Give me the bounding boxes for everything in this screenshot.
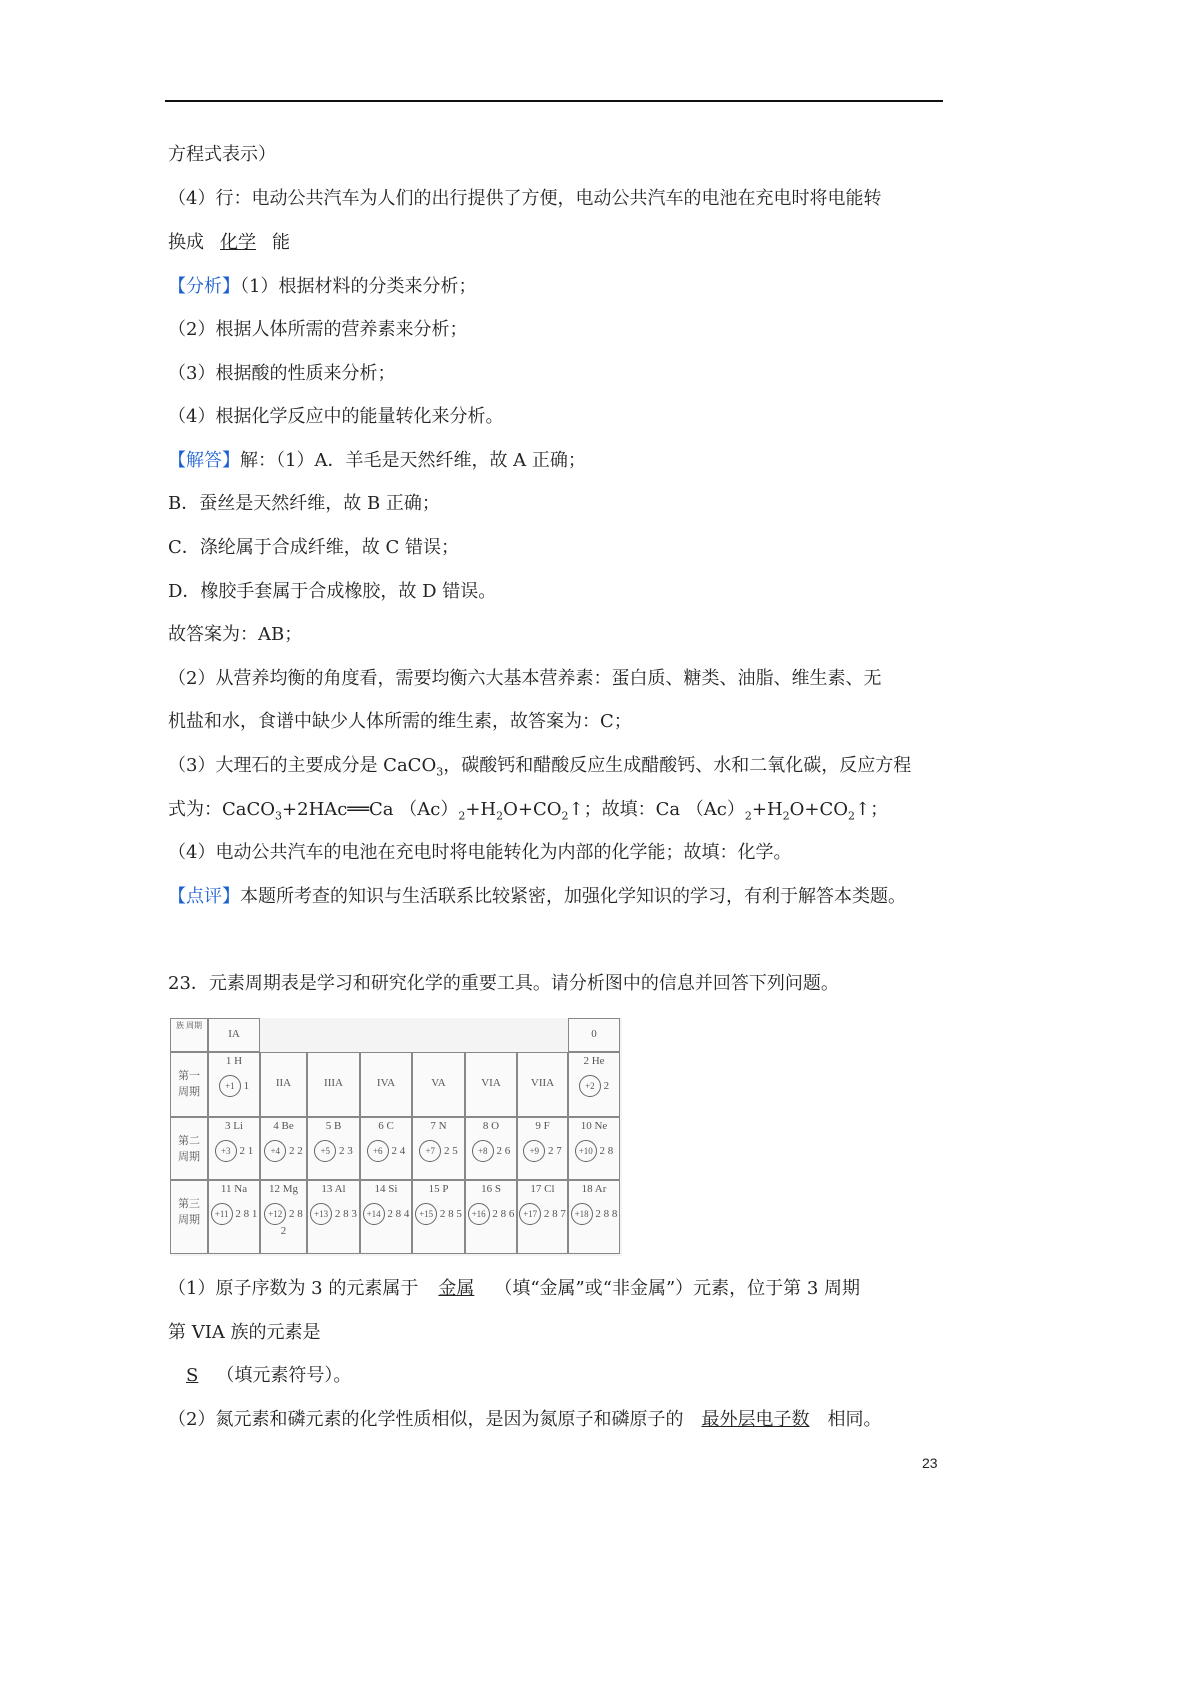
nucleus-circle: +13 xyxy=(310,1203,332,1225)
element-label: 9 F xyxy=(535,1120,550,1132)
electron-shells: 2 6 xyxy=(496,1145,511,1157)
group-cell xyxy=(260,1052,307,1117)
answer-tag: 【解答】 xyxy=(168,450,240,471)
electron-shells: 2 xyxy=(603,1080,610,1092)
nucleus-circle: +15 xyxy=(415,1203,437,1225)
text-line: 故答案为：AB； xyxy=(168,624,303,645)
element-cell xyxy=(260,1117,307,1180)
nucleus-circle: +4 xyxy=(264,1140,286,1162)
group-cell xyxy=(465,1052,517,1117)
comment-tag: 【点评】 xyxy=(168,886,240,907)
element-cell xyxy=(208,1180,260,1254)
group-label: VA xyxy=(431,1077,446,1089)
element-cell xyxy=(568,1180,620,1254)
nucleus-circle: +12 xyxy=(264,1203,286,1225)
element-label: 15 P xyxy=(428,1183,449,1195)
electron-shells: 2 8 8 xyxy=(595,1208,618,1220)
element-label: 1 H xyxy=(225,1055,243,1067)
text-line: 换成 化学 能 xyxy=(168,232,290,253)
group-cell xyxy=(517,1052,568,1117)
electron-shells: 2 8 2 xyxy=(280,1208,303,1237)
element-cell xyxy=(517,1117,568,1180)
period-header xyxy=(170,1117,208,1180)
equation-line: （3）大理石的主要成分是 CaCO$_3$，碳酸钙和醋酸反应生成醋酸钙、水和二氧化碳，反应方程 xyxy=(168,755,912,779)
equation-line: 式为：CaCO$_3$+2HAc══Ca $(Ac)_2+H_2O+CO_2↑$；故填：Ca $(Ac)_2+H_2O+CO_2↑$； xyxy=(168,799,889,823)
corner-label: 族 周期 xyxy=(176,1021,202,1030)
element-cell xyxy=(412,1117,465,1180)
analysis-line: 【分析】（1）根据材料的分类来分析； xyxy=(168,276,477,297)
nucleus-circle: +14 xyxy=(363,1203,385,1225)
period-header xyxy=(170,1052,208,1117)
group-cell xyxy=(307,1052,360,1117)
electron-shells: 2 3 xyxy=(339,1145,353,1157)
element-label: 3 Li xyxy=(224,1120,244,1132)
text-line: （4）根据化学反应中的能量转化来分析。 xyxy=(168,406,504,427)
nucleus-circle: +8 xyxy=(472,1140,494,1162)
nucleus-circle: +6 xyxy=(367,1140,389,1162)
group-cell xyxy=(360,1052,412,1117)
element-cell xyxy=(208,1117,260,1180)
text-line: 第 VIA 族的元素是 xyxy=(168,1322,321,1343)
analysis-tag: 【分析】 xyxy=(168,276,240,297)
electron-shells: 2 1 xyxy=(239,1145,254,1157)
text-line: 方程式表示） xyxy=(168,144,276,165)
answer-blank: 金属 xyxy=(438,1278,475,1299)
answer-line: 【解答】解：（1）A．羊毛是天然纤维，故 A 正确； xyxy=(168,450,586,471)
question-line: （2）氮元素和磷元素的化学性质相似，是因为氮原子和磷原子的 最外层电子数 相同。 xyxy=(168,1409,882,1430)
element-label: 11 Na xyxy=(220,1183,248,1195)
group-label: IVA xyxy=(376,1077,396,1089)
text-line: （4）行：电动公共汽车为人们的出行提供了方便，电动公共汽车的电池在充电时将电能转 xyxy=(168,188,882,209)
period-label: 第一周期 xyxy=(178,1070,200,1098)
nucleus-circle: +7 xyxy=(419,1140,441,1162)
element-label: 18 Ar xyxy=(581,1183,607,1195)
text-line: （2）根据人体所需的营养素来分析； xyxy=(168,319,468,340)
element-label: 13 Al xyxy=(321,1183,346,1195)
electron-shells: 2 8 xyxy=(599,1145,614,1157)
text-line: B．蚕丝是天然纤维，故 B 正确； xyxy=(168,493,440,514)
electron-shells: 2 8 7 xyxy=(543,1208,566,1220)
element-label: 5 B xyxy=(325,1120,342,1132)
header-rule xyxy=(165,100,943,102)
group-cell xyxy=(412,1052,465,1117)
element-label: 10 Ne xyxy=(580,1120,608,1132)
element-cell xyxy=(307,1117,360,1180)
electron-shells: 2 8 3 xyxy=(334,1208,357,1220)
comment-line: 【点评】本题所考查的知识与生活联系比较紧密，加强化学知识的学习，有利于解答本类题。 xyxy=(168,886,906,907)
answer-blank: S xyxy=(186,1365,199,1386)
element-cell xyxy=(260,1180,307,1254)
element-label: 8 O xyxy=(482,1120,500,1132)
element-cell xyxy=(307,1180,360,1254)
group-label: IIA xyxy=(275,1077,292,1089)
page-number: 23 xyxy=(922,1455,938,1471)
element-cell xyxy=(568,1117,620,1180)
periodic-table-figure xyxy=(170,1018,622,1256)
element-label: 4 Be xyxy=(273,1120,294,1132)
question-line: S （填元素符号）。 xyxy=(168,1364,351,1388)
text-line: （2）从营养均衡的角度看，需要均衡六大基本营养素：蛋白质、糖类、油脂、维生素、无 xyxy=(168,668,882,689)
period-header xyxy=(170,1180,208,1254)
group-header xyxy=(568,1018,620,1052)
text-line: C．涤纶属于合成纤维，故 C 错误； xyxy=(168,537,459,558)
element-cell xyxy=(517,1180,568,1254)
nucleus-circle: +1 xyxy=(219,1075,241,1097)
nucleus-circle: +5 xyxy=(314,1140,336,1162)
element-cell xyxy=(568,1052,620,1117)
text-line: （3）根据酸的性质来分析； xyxy=(168,363,396,384)
nucleus-circle: +18 xyxy=(571,1203,593,1225)
nucleus-circle: +17 xyxy=(519,1203,541,1225)
element-label: 16 S xyxy=(481,1183,501,1195)
nucleus-circle: +10 xyxy=(575,1140,597,1162)
nucleus-circle: +9 xyxy=(523,1140,545,1162)
table-corner xyxy=(170,1018,208,1052)
electron-shells: 2 8 4 xyxy=(387,1208,410,1220)
question-title: 23．元素周期表是学习和研究化学的重要工具。请分析图中的信息并回答下列问题。 xyxy=(168,973,839,994)
text-line: 机盐和水，食谱中缺少人体所需的维生素，故答案为：C； xyxy=(168,711,632,732)
nucleus-circle: +2 xyxy=(579,1075,601,1097)
element-cell xyxy=(360,1117,412,1180)
element-label: 12 Mg xyxy=(268,1183,299,1195)
period-label: 第二周期 xyxy=(178,1135,200,1163)
text-line: D．橡胶手套属于合成橡胶，故 D 错误。 xyxy=(168,581,497,602)
element-cell xyxy=(465,1180,517,1254)
element-label: 14 Si xyxy=(374,1183,398,1195)
answer-blank: 最外层电子数 xyxy=(701,1409,810,1430)
question-line: （1）原子序数为 3 的元素属于 金属 （填“金属”或“非金属”）元素，位于第 3 周期 xyxy=(168,1278,861,1299)
group-header xyxy=(208,1018,260,1052)
nucleus-circle: +16 xyxy=(468,1203,490,1225)
element-label: 2 He xyxy=(583,1055,605,1067)
electron-shells: 2 8 6 xyxy=(492,1208,515,1220)
element-cell xyxy=(412,1180,465,1254)
electron-shells: 1 xyxy=(243,1080,250,1092)
nucleus-circle: +3 xyxy=(215,1140,237,1162)
group-label: IA xyxy=(228,1028,240,1040)
group-label: IIIA xyxy=(324,1077,343,1089)
text-line: （4）电动公共汽车的电池在充电时将电能转化为内部的化学能；故填：化学。 xyxy=(168,842,792,863)
group-label: 0 xyxy=(591,1028,597,1040)
element-label: 17 Cl xyxy=(530,1183,555,1195)
element-label: 7 N xyxy=(430,1120,447,1132)
group-label: VIA xyxy=(481,1077,501,1089)
element-cell xyxy=(465,1117,517,1180)
electron-shells: 2 7 xyxy=(548,1145,562,1157)
element-cell xyxy=(360,1180,412,1254)
electron-shells: 2 4 xyxy=(391,1145,406,1157)
electron-shells: 2 5 xyxy=(444,1145,458,1157)
element-cell xyxy=(208,1052,260,1117)
electron-shells: 2 2 xyxy=(289,1145,303,1157)
electron-shells: 2 8 5 xyxy=(439,1208,462,1220)
element-label: 6 C xyxy=(378,1120,394,1132)
period-label: 第三周期 xyxy=(178,1198,200,1226)
group-label: VIIA xyxy=(530,1077,555,1089)
nucleus-circle: +11 xyxy=(211,1203,233,1225)
electron-shells: 2 8 1 xyxy=(235,1208,258,1220)
answer-blank: 化学 xyxy=(220,232,256,253)
